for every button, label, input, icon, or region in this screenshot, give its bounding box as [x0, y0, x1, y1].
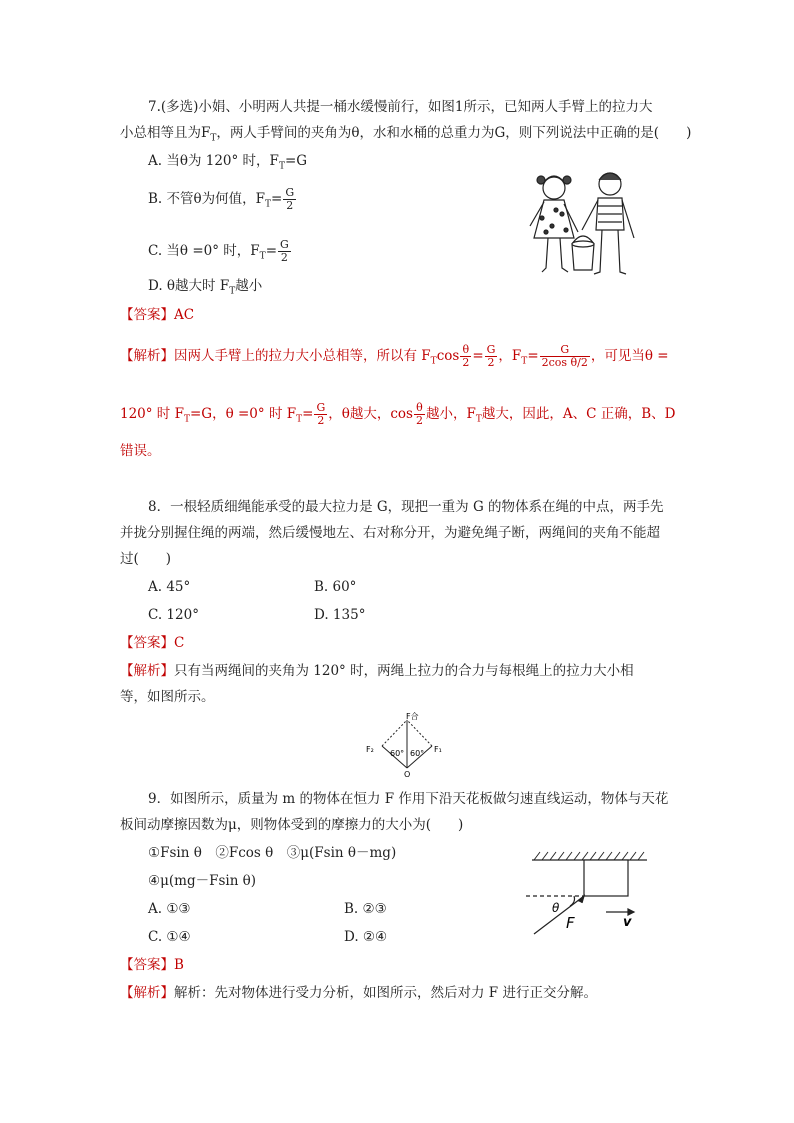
- q8-answer: 【答案】C: [120, 635, 185, 651]
- q9-statements-line1: ①Fsin θ ②Fcos θ ③μ(Fsin θ－mg): [148, 845, 397, 861]
- fig8-label-left: F₂: [366, 745, 374, 754]
- q8-option-b: B. 60°: [314, 579, 357, 595]
- q7-explanation-line3: 错误。: [120, 443, 161, 459]
- q7-explanation-line1: 【解析】因两人手臂上的拉力大小总相等，所以有 $F_T\cos$ $\frac{\theta}{2}$ = $\frac{G}{2}$ ，$F_T=$ $\frac{G}{\text{2cos θ/2}}$ ，可见当θ =: [120, 343, 669, 369]
- q9-stem-line1: 9．如图所示，质量为 m 的物体在恒力 F 作用下沿天花板做匀速直线运动，物体与天花: [148, 791, 669, 807]
- force-parallelogram-figure: [362, 708, 442, 778]
- two-children-bucket-figure: [522, 168, 644, 280]
- q7-stem-line2: 小总相等且为$F_T$，两人手臂间的夹角为θ，水和水桶的总重力为G，则下列说法中正确的是( ): [120, 125, 692, 144]
- fig9-force-label: F: [566, 914, 575, 932]
- q7-option-d: D. θ越大时 $F_T$越小: [148, 278, 263, 297]
- q8-option-a: A. 45°: [148, 579, 191, 595]
- q9-option-c: C. ①④: [148, 929, 191, 945]
- q7-option-c: C. 当θ =0° 时，$F_T=$ $\frac{G}{2}$: [148, 238, 289, 264]
- q9-option-d: D. ②④: [344, 929, 388, 945]
- q9-explanation: 【解析】解析：先对物体进行受力分析，如图所示，然后对力 F 进行正交分解。: [120, 985, 597, 1001]
- q8-stem-line1: 8．一根轻质细绳能承受的最大拉力是 G，现把一重为 G 的物体系在绳的中点，两手先: [148, 499, 664, 515]
- q7-answer: 【答案】AC: [120, 307, 195, 323]
- fig8-angle-right: 60°: [410, 749, 425, 758]
- fig8-label-bottom: O: [404, 770, 411, 778]
- q8-explanation-line1: 【解析】只有当两绳间的夹角为 120° 时，两绳上拉力的合力与每根绳上的拉力大小相: [120, 663, 634, 679]
- q7-option-b: B. 不管θ为何值，$F_T=$ $\frac{G}{2}$: [148, 186, 295, 212]
- fig9-velocity-label: v: [623, 915, 632, 930]
- fig8-angle-left: 60°: [390, 749, 405, 758]
- q9-statements-line2: ④μ(mg－Fsin θ): [148, 873, 257, 889]
- q8-stem-line2: 并拢分别握住绳的两端，然后缓慢地左、右对称分开，为避免绳子断，两绳间的夹角不能超: [120, 525, 660, 541]
- q8-option-d: D. 135°: [314, 607, 366, 623]
- ceiling-block-figure: [522, 848, 652, 940]
- q9-answer: 【答案】B: [120, 957, 184, 973]
- q7-stem-line1: 7.(多选)小娟、小明两人共提一桶水缓慢前行，如图1所示，已知两人手臂上的拉力大: [148, 99, 653, 115]
- q9-stem-line2: 板间动摩擦因数为μ，则物体受到的摩擦力的大小为( ): [120, 817, 464, 833]
- q7-explanation-line2: 120° 时 $F_T=G$，θ =0° 时 $F_T=$ $\frac{G}{2}$ ，θ越大，cos $\frac{\theta}{2}$ 越小，$F_T$越大，因此，A、C 正确，B、D: [120, 401, 676, 427]
- q7-option-a: A. 当θ为 120° 时，$F_T=G$: [148, 153, 308, 172]
- q9-option-b: B. ②③: [344, 901, 387, 917]
- fig9-theta-label: θ: [552, 901, 560, 915]
- fig8-label-top: F合: [406, 712, 419, 721]
- q8-option-c: C. 120°: [148, 607, 199, 623]
- q8-stem-line3: 过( ): [120, 551, 172, 567]
- fig8-label-right: F₁: [434, 745, 442, 754]
- q8-explanation-line2: 等，如图所示。: [120, 689, 215, 705]
- q9-option-a: A. ①③: [148, 901, 191, 917]
